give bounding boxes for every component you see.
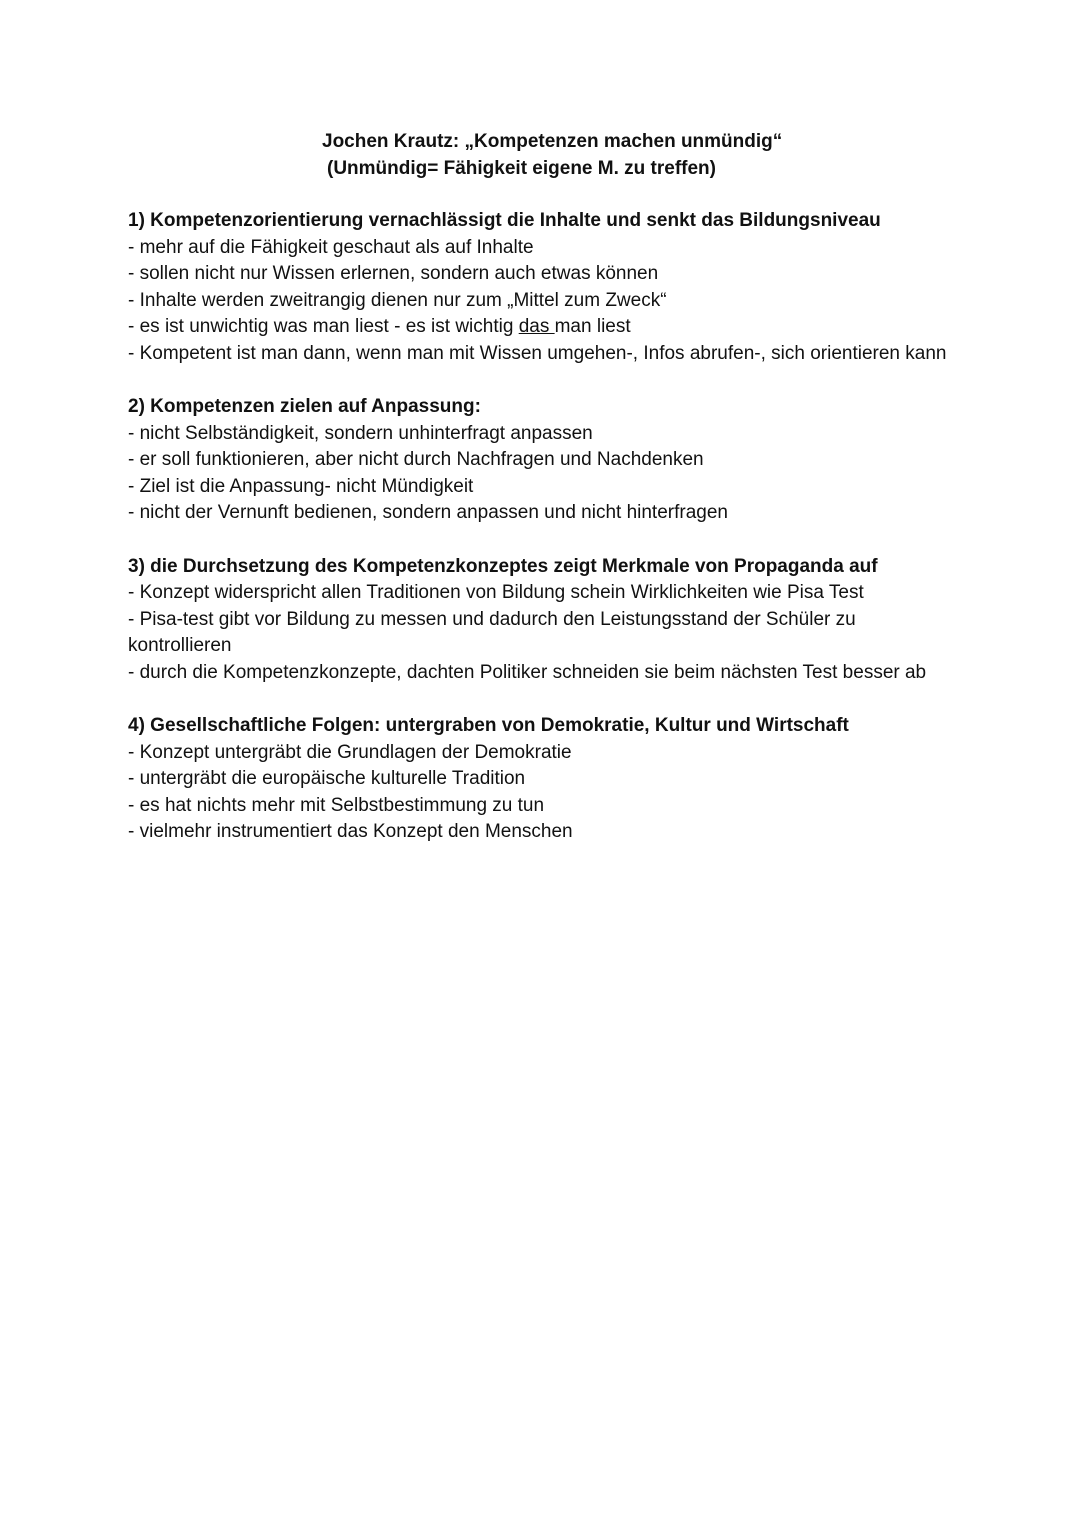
list-item: - untergräbt die europäische kulturelle Tradition <box>128 768 526 789</box>
section-heading: 1) Kompetenzorientierung vernachlässigt die Inhalte und senkt das Bildungsniveau <box>128 210 881 231</box>
list-item: - mehr auf die Fähigkeit geschaut als auf Inhalte <box>128 236 534 258</box>
list-item: - Pisa-test gibt vor Bildung zu messen und dadurch den Leistungsstand der Schüler zu kontrollieren <box>128 608 856 656</box>
section-1 <box>128 208 958 367</box>
list-item: - Inhalte werden zweitrangig dienen nur zum „Mittel zum Zweck“ <box>128 289 667 311</box>
section-heading: 3) die Durchsetzung des Kompetenzkonzeptes zeigt Merkmale von Propaganda auf <box>128 555 878 577</box>
section-2 <box>128 394 958 527</box>
list-item: - Konzept untergräbt die Grundlagen der Demokratie <box>128 741 572 763</box>
section-heading: 4) Gesellschaftliche Folgen: untergraben von Demokratie, Kultur und Wirtschaft <box>128 715 849 736</box>
list-item-text: man liest <box>554 316 631 337</box>
list-item: - Ziel ist die Anpassung- nicht Mündigkeit <box>128 475 474 497</box>
section-heading: 2) Kompetenzen zielen auf Anpassung: <box>128 396 481 417</box>
list-item: - er soll funktionieren, aber nicht durch Nachfragen und Nachdenken <box>128 449 704 470</box>
list-item: - durch die Kompetenzkonzepte, dachten Politiker schneiden sie beim nächsten Test besser ab <box>128 661 927 683</box>
list-item-text: - es ist unwichtig was man liest - es ist wichtig <box>128 316 519 337</box>
title-subtitle: (Unmündig= Fähigkeit eigene M. zu treffen) <box>327 158 716 179</box>
list-item: - Kompetent ist man dann, wenn man mit Wissen umgehen-, Infos abrufen-, sich orientieren kann <box>128 342 947 364</box>
list-item: - sollen nicht nur Wissen erlernen, sondern auch etwas können <box>128 263 659 284</box>
title-main: Jochen Krautz: „Kompetenzen machen unmündig“ <box>322 131 783 152</box>
list-item: - vielmehr instrumentiert das Konzept den Menschen <box>128 821 573 842</box>
section-4 <box>128 713 958 846</box>
underlined-word: das <box>518 316 555 337</box>
section-3 <box>128 554 958 687</box>
list-item: - nicht der Vernunft bedienen, sondern anpassen und nicht hinterfragen <box>128 502 728 523</box>
list-item: - nicht Selbständigkeit, sondern unhinterfragt anpassen <box>128 422 593 444</box>
list-item: - es hat nichts mehr mit Selbstbestimmung zu tun <box>128 794 545 816</box>
sections-container <box>128 208 958 873</box>
list-item: - Konzept widerspricht allen Traditionen von Bildung schein Wirklichkeiten wie Pisa Test <box>128 582 864 603</box>
list-item <box>128 314 958 341</box>
